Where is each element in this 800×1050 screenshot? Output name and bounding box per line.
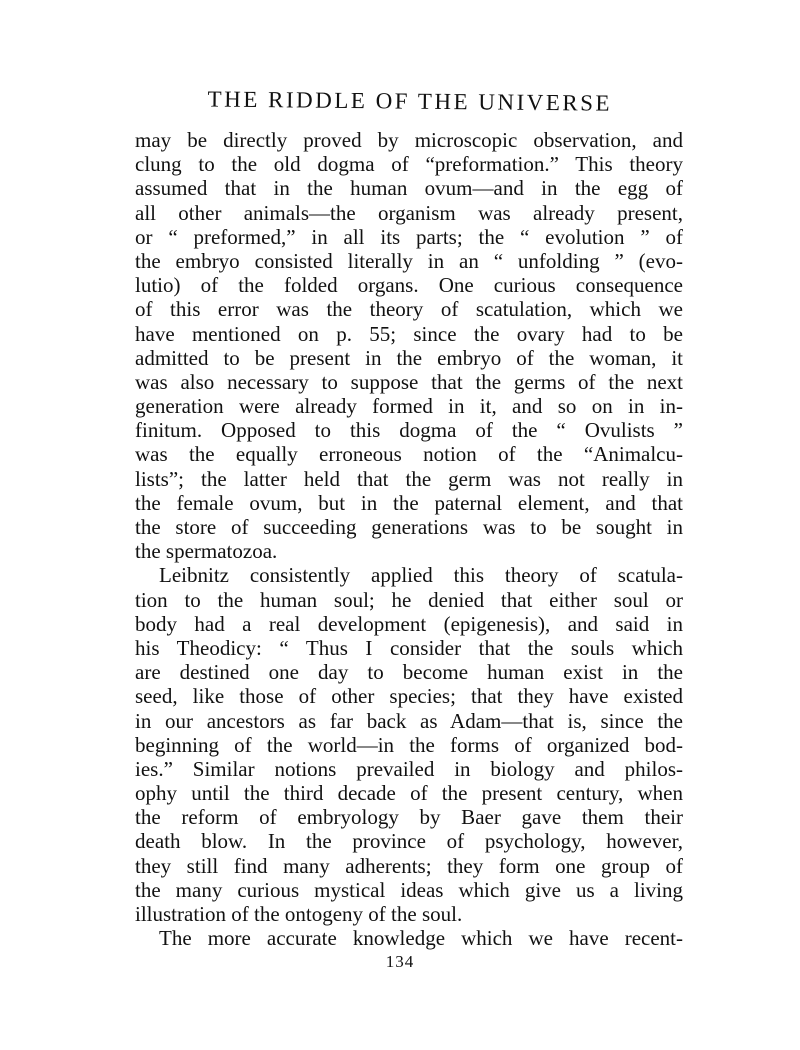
- text-line: ies.” Similar notions prevailed in biology and philos-: [135, 756, 683, 781]
- text-line: they still find many adherents; they form one group of: [135, 853, 683, 878]
- text-line: body had a real development (epigenesis), and said in: [135, 611, 683, 636]
- paragraph-end-line: the spermatozoa.: [135, 539, 278, 564]
- text-line: in our ancestors as far back as Adam—that is, since the: [135, 708, 683, 733]
- text-line: generation were already formed in it, and so on in in-: [135, 394, 683, 419]
- paragraph-end-line: illustration of the ontogeny of the soul.: [135, 902, 463, 926]
- paragraph-start-line: The more accurate knowledge which we have recent-: [159, 926, 683, 951]
- text-line: of this error was the theory of scatulation, which we: [135, 297, 683, 322]
- text-line: was also necessary to suppose that the germs of the next: [135, 369, 683, 394]
- text-line: the female ovum, but in the paternal element, and that: [135, 490, 683, 515]
- paragraph-start-line: Leibnitz consistently applied this theory of scatula-: [159, 563, 683, 588]
- text-line: assumed that in the human ovum—and in the egg of: [135, 176, 683, 201]
- text-line: are destined one day to become human exist in the: [135, 660, 683, 685]
- text-line: beginning of the world—in the forms of organized bod-: [135, 732, 683, 757]
- text-line: the reform of embryology by Baer gave them their: [135, 805, 683, 830]
- text-line: the many curious mystical ideas which give us a living: [135, 877, 683, 902]
- text-line: lists”; the latter held that the germ was not really in: [135, 466, 683, 491]
- text-line: all other animals—the organism was already present,: [135, 200, 683, 225]
- text-line: or “ preformed,” in all its parts; the “ evolution ” of: [135, 224, 683, 249]
- text-line: clung to the old dogma of “preformation.” This theory: [135, 152, 683, 177]
- page-number: 134: [385, 952, 415, 971]
- text-line: the embryo consisted literally in an “ unfolding ” (evo-: [135, 248, 683, 273]
- text-line: death blow. In the province of psychology, however,: [135, 829, 683, 854]
- text-line: the store of succeeding generations was to be sought in: [135, 515, 683, 539]
- running-head: THE RIDDLE OF THE UNIVERSE: [207, 86, 613, 116]
- text-line: admitted to be present in the embryo of the woman, it: [135, 345, 683, 370]
- text-line: tion to the human soul; he denied that either soul or: [135, 587, 683, 612]
- text-line: his Theodicy: “ Thus I consider that the souls which: [135, 635, 683, 660]
- text-line: ophy until the third decade of the present century, when: [135, 781, 683, 806]
- text-line: seed, like those of other species; that they have existed: [135, 684, 683, 709]
- text-line: have mentioned on p. 55; since the ovary had to be: [135, 321, 683, 346]
- text-line: finitum. Opposed to this dogma of the “ Ovulists ”: [135, 418, 683, 443]
- body-text: [135, 128, 683, 950]
- text-line: was the equally erroneous notion of the “Animalcu-: [135, 442, 683, 467]
- text-line: lutio) of the folded organs. One curious consequence: [135, 273, 683, 298]
- text-line: may be directly proved by microscopic observation, and: [135, 128, 683, 152]
